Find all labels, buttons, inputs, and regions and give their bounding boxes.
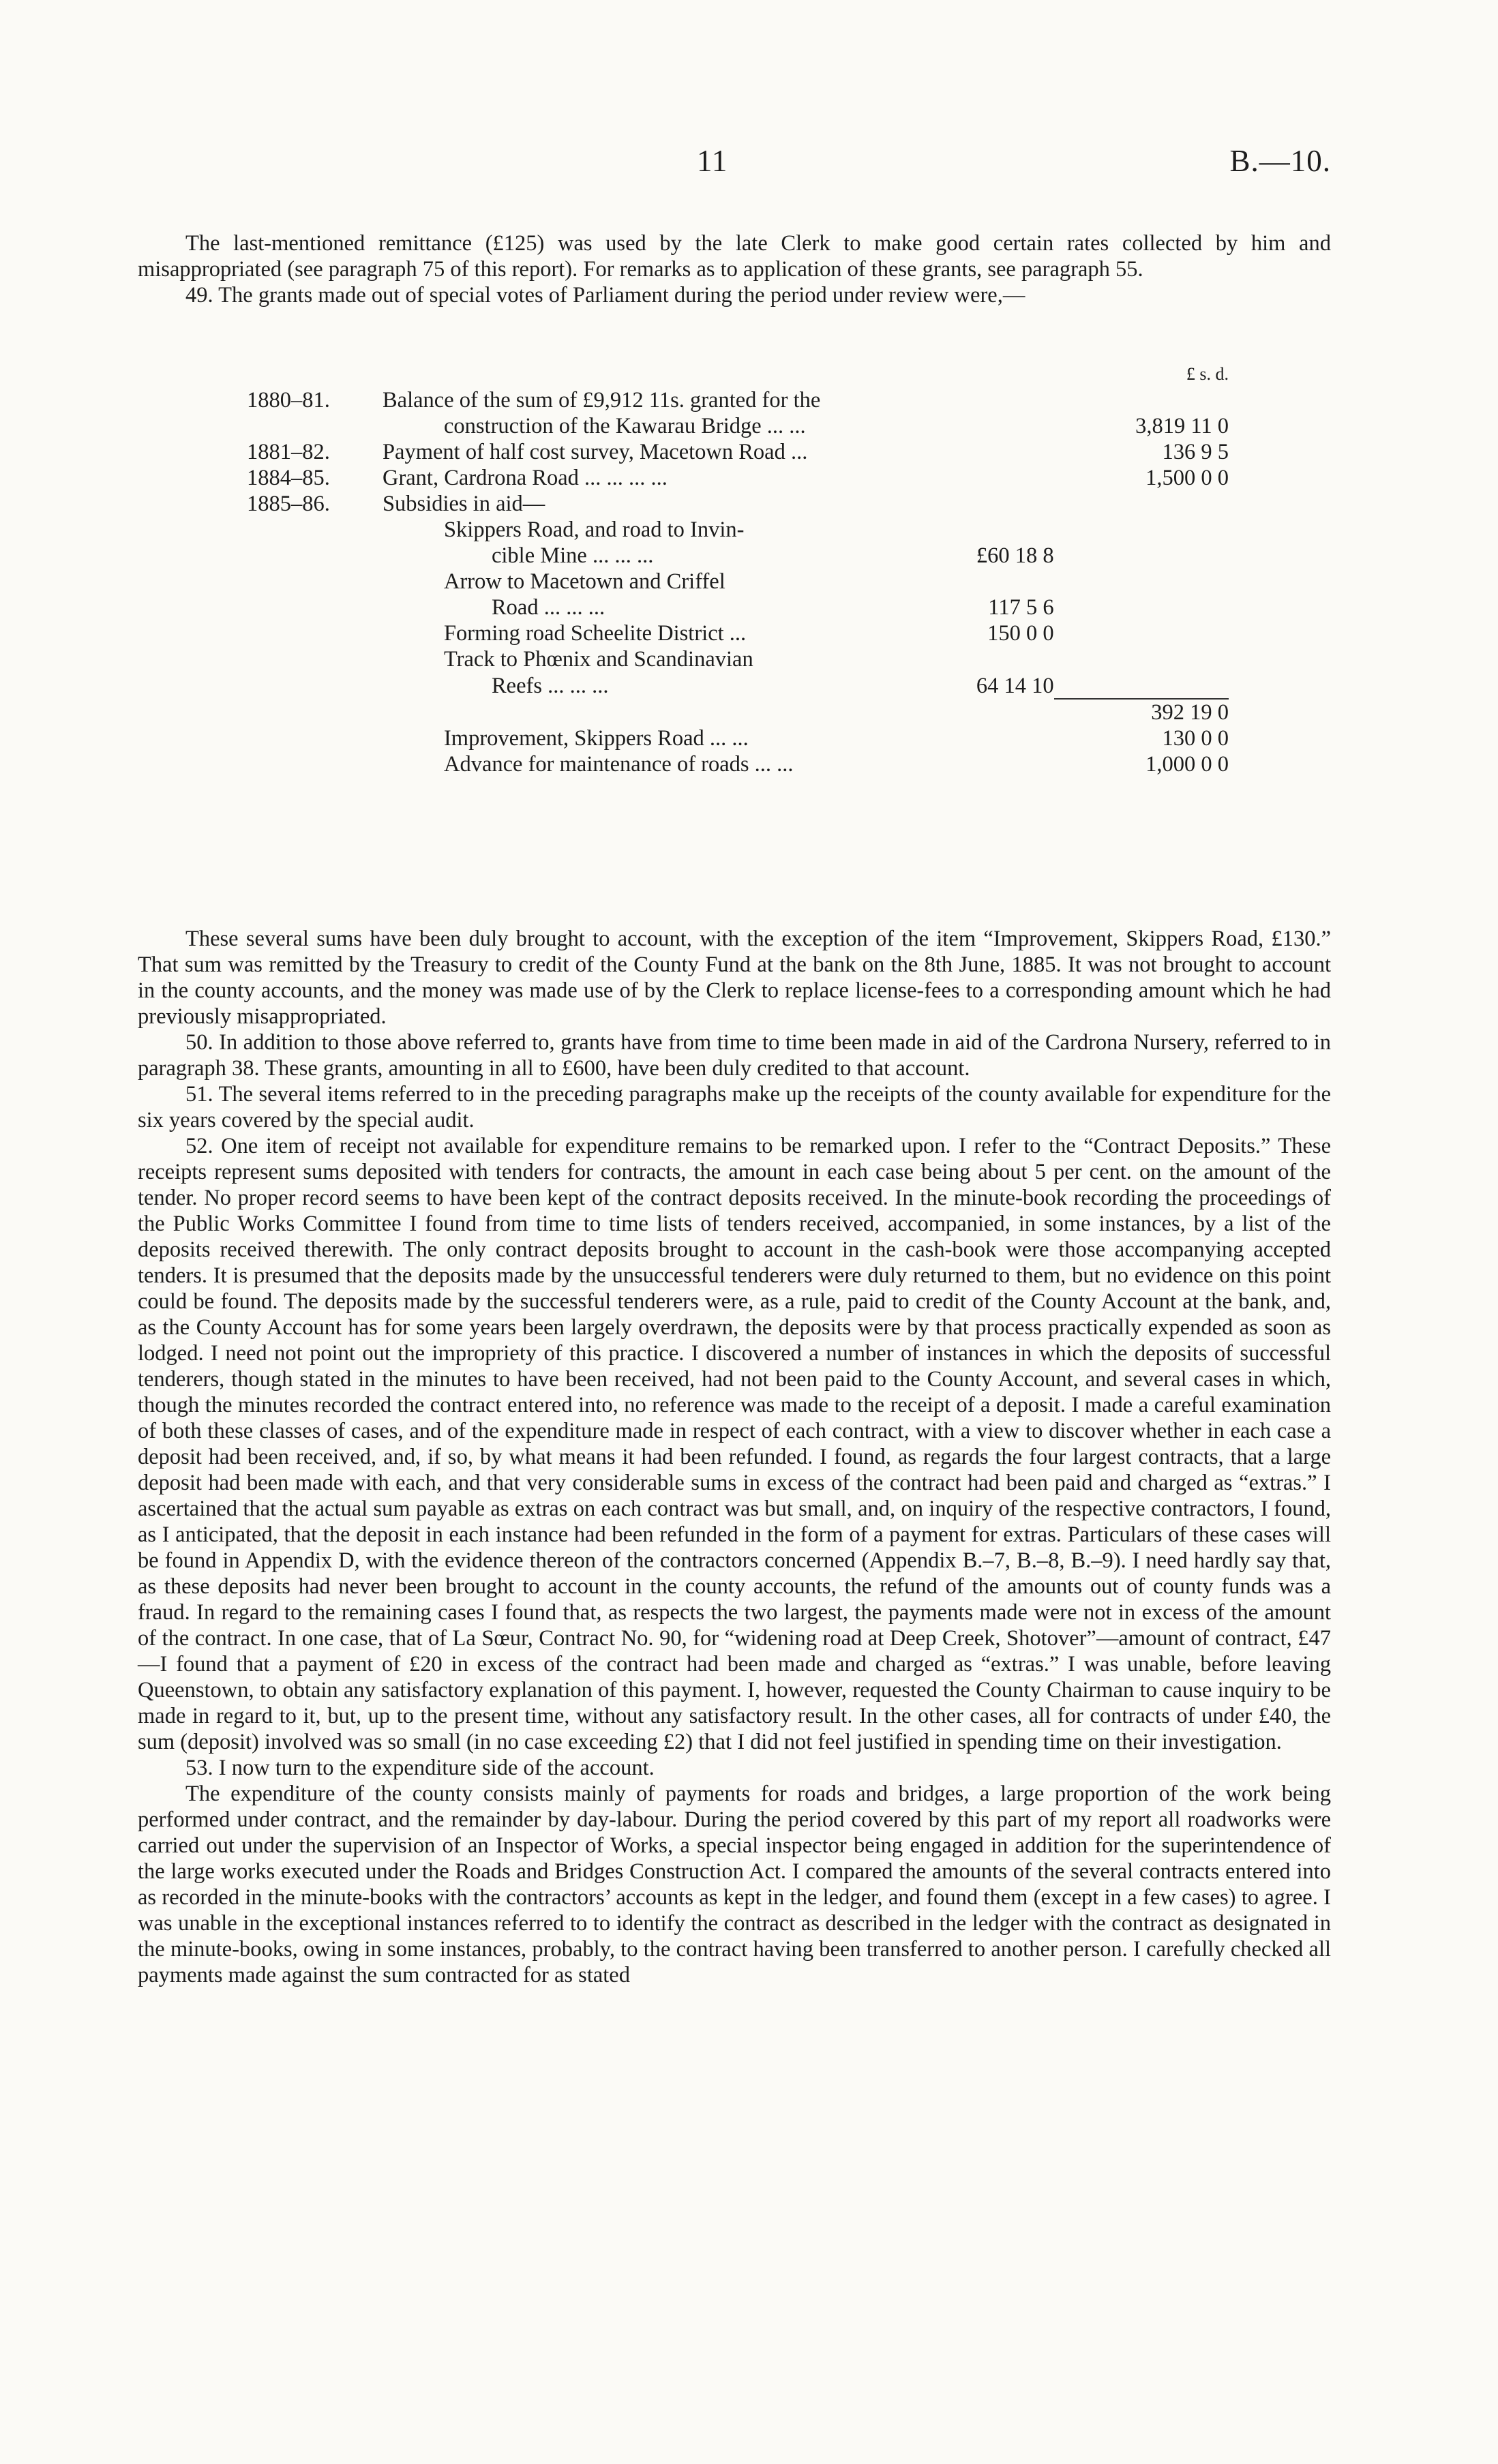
grant-amount xyxy=(1054,491,1229,517)
grant-row xyxy=(138,543,1229,569)
grant-description: Balance of the sum of £9,912 11s. granted for the xyxy=(382,388,821,412)
grant-year xyxy=(138,543,383,569)
currency-header: £ s. d. xyxy=(1186,364,1229,384)
grant-row xyxy=(138,413,1229,439)
grant-description: Advance for maintenance of roads ... ... xyxy=(443,752,794,777)
grant-description xyxy=(383,699,914,725)
lead-text xyxy=(138,230,1331,308)
grant-year xyxy=(138,699,383,725)
currency-header-row xyxy=(138,361,1229,387)
paragraph: 50. In addition to those above referred to, grants have from time to time been made in aid of the Cardrona Nursery, referred to in paragraph 38. These grants, amounting in all to £600, have been duly credited to that account. xyxy=(138,1030,1331,1081)
grant-row xyxy=(138,465,1229,491)
grant-subamount: 117 5 6 xyxy=(988,595,1054,620)
grant-amount xyxy=(1054,620,1229,646)
grant-description: Subsidies in aid— xyxy=(382,492,545,516)
grant-amount: 136 9 5 xyxy=(1162,440,1229,464)
grant-description: Forming road Scheelite District ... xyxy=(443,621,747,646)
grant-row xyxy=(138,569,1229,595)
grant-row xyxy=(138,751,1229,777)
grant-subamount xyxy=(914,569,1053,595)
grant-description: cible Mine ... ... ... xyxy=(491,543,654,568)
grant-subamount xyxy=(914,491,1053,517)
grant-row xyxy=(138,491,1229,517)
grant-subamount xyxy=(914,751,1053,777)
grants-table xyxy=(138,361,1229,777)
grant-description: Grant, Cardrona Road ... ... ... ... xyxy=(382,466,668,490)
grant-amount xyxy=(1054,646,1229,672)
grant-year xyxy=(138,595,383,620)
grant-subamount xyxy=(914,646,1053,672)
grant-year: 1880–81. xyxy=(247,388,330,412)
grant-amount: 130 0 0 xyxy=(1162,726,1229,751)
grant-amount xyxy=(1054,569,1229,595)
grant-row xyxy=(138,672,1229,699)
grant-subamount: £60 18 8 xyxy=(976,543,1054,568)
main-text xyxy=(138,926,1331,1988)
paragraph: The expenditure of the county consists mainly of payments for roads and bridges, a large proportion of the work being performed under contract, and the remainder by day-labour. During the period covered by this part of my report all roadworks were carried out under the supervision of an Inspector of Works, a special inspector being engaged in addition for the superintendence of the large works executed under the Roads and Bridges Construction Act. I compared the amounts of the several contracts entered into as recorded in the minute-books with the contractors’ accounts as kept in the ledger, and found them (except in a few cases) to agree. I was unable in the exceptional instances referred to to identify the contract as described in the ledger with the contract as designated in the minute-books, owing in some instances, probably, to the contract having been transferred to another person. I carefully checked all payments made against the sum contracted for as stated xyxy=(138,1782,1331,1987)
grant-subamount xyxy=(914,517,1053,543)
grant-subamount xyxy=(914,699,1053,725)
grant-subamount xyxy=(914,439,1053,465)
grant-description: Skippers Road, and road to Invin- xyxy=(443,517,745,542)
paragraph: These several sums have been duly brought to account, with the exception of the item “Improvement, Skippers Road, £130.” That sum was remitted by the Treasury to credit of the County Fund at the bank on the 8th June, 1885. It was not brought to account in the county accounts, and the money was made use of by the Clerk to replace license-fees to a corresponding amount which he had previously misappropriated. xyxy=(138,927,1331,1029)
grant-description: Road ... ... ... xyxy=(491,595,605,620)
grant-year xyxy=(138,751,383,777)
paragraph: 49. The grants made out of special votes of Parliament during the period under review were,— xyxy=(185,283,1025,307)
grant-row xyxy=(138,517,1229,543)
paragraph: 51. The several items referred to in the preceding paragraphs make up the receipts of the county available for expenditure for the six years covered by the special audit. xyxy=(138,1082,1331,1132)
grant-description: construction of the Kawarau Bridge ... ... xyxy=(443,414,806,438)
grant-amount: 3,819 11 0 xyxy=(1135,414,1229,438)
grant-amount: 1,500 0 0 xyxy=(1145,466,1229,490)
grant-amount xyxy=(1054,543,1229,569)
page-number: 11 xyxy=(697,144,728,178)
grant-amount xyxy=(1054,672,1229,699)
grant-subamount: 64 14 10 xyxy=(976,674,1054,698)
paragraph: 52. One item of receipt not available for expenditure remains to be remarked upon. I refer to the “Contract Deposits.” These receipts represent sums deposited with tenders for contracts, the amount in each case being about 5 per cent. on the amount of the tender. No proper record seems to have been kept of the contract deposits received. In the minute-book recording the proceedings of the Public Works Committee I found from time to time lists of tenders received, accompanied, in some instances, by a list of the deposits received therewith. The only contract deposits brought to account in the cash-book were those accompanying accepted tenders. It is presumed that the deposits made by the unsuccessful tenderers were duly returned to them, but no evidence on this point could be found. The deposits made by the successful tenderers were, as a rule, paid to credit of the County Account at the bank, and, as the County Account has for some years been largely overdrawn, the deposits were by that process practically expended as soon as lodged. I need not point out the impropriety of this practice. I discovered a number of instances in which the deposits of successful tenderers, though stated in the minutes to have been received, had not been paid to the County Account, and several cases in which, though the minutes recorded the contract entered into, no reference was made to the receipt of a deposit. I made a careful examination of both these classes of cases, and of the expenditure made in respect of each contract, with a view to discover whether in each case a deposit had been received, and, if so, by what means it had been refunded. I found, as regards the four largest contracts, that a large deposit had been made with each, and that very considerable sums in excess of the contract had been paid and charged as “extras.” I ascertained that the actual sum payable as extras on each contract was but small, and, on inquiry of the respective contractors, I found, as I anticipated, that the deposit in each instance had been refunded in the form of a payment for extras. Particulars of these cases will be found in Appendix D, with the evidence thereon of the contractors concerned (Appendix B.–7, B.–8, B.–9). I need hardly say that, as these deposits had never been brought to account in the county accounts, the refund of the amounts out of county funds was a fraud. In regard to the remaining cases I found that, as respects the two largest, the payments made were not in excess of the amount of the contract. In one case, that of La Sœur, Contract No. 90, for “widening road at Deep Creek, Shotover”—amount of contract, £47—I found that a payment of £20 in excess of the contract had been made and charged as “extras.” I was unable, before leaving Queenstown, to obtain any satisfactory explanation of this payment. I, however, requested the County Chairman to cause inquiry to be made in regard to it, but, up to the present time, without any satisfactory result. In the other cases, all for contracts of under £40, the sum (deposit) involved was so small (in no case exceeding £2) that I did not feel justified in spending time on their investigation. xyxy=(138,1134,1331,1754)
grant-amount xyxy=(1054,387,1229,413)
grant-row xyxy=(138,646,1229,672)
grant-subamount xyxy=(914,465,1053,491)
grant-description: Reefs ... ... ... xyxy=(491,674,609,698)
grant-description: Track to Phœnix and Scandinavian xyxy=(443,647,753,672)
grant-year xyxy=(138,413,383,439)
grant-year xyxy=(138,646,383,672)
grant-description: Payment of half cost survey, Macetown Road ... xyxy=(382,440,808,464)
grant-year: 1884–85. xyxy=(247,466,330,490)
grant-description: Improvement, Skippers Road ... ... xyxy=(443,726,749,751)
grant-subamount xyxy=(914,387,1053,413)
grant-row xyxy=(138,620,1229,646)
grant-row xyxy=(138,725,1229,751)
grant-row xyxy=(138,699,1229,725)
grant-year xyxy=(138,725,383,751)
grant-subamount: 150 0 0 xyxy=(987,621,1054,646)
grant-year xyxy=(138,620,383,646)
document-code: B.—10. xyxy=(1229,144,1331,178)
grant-amount xyxy=(1054,517,1229,543)
grant-amount: 392 19 0 xyxy=(1054,699,1229,725)
grant-row xyxy=(138,387,1229,413)
grant-amount: 1,000 0 0 xyxy=(1145,752,1229,777)
grant-year xyxy=(138,517,383,543)
grant-description: Arrow to Macetown and Criffel xyxy=(443,569,725,594)
grant-row xyxy=(138,595,1229,620)
grant-subamount xyxy=(914,413,1053,439)
grant-year xyxy=(138,569,383,595)
grant-year: 1881–82. xyxy=(247,440,330,464)
grant-year xyxy=(138,672,383,699)
grant-amount xyxy=(1054,595,1229,620)
grant-row xyxy=(138,439,1229,465)
grant-year: 1885–86. xyxy=(247,492,330,516)
paragraph: The last-mentioned remittance (£125) was used by the late Clerk to make good certain rates collected by him and misappropriated (see paragraph 75 of this report). For remarks as to application of these grants, see paragraph 55. xyxy=(138,231,1331,282)
grant-subamount xyxy=(914,725,1053,751)
paragraph: 53. I now turn to the expenditure side of the account. xyxy=(185,1756,655,1780)
